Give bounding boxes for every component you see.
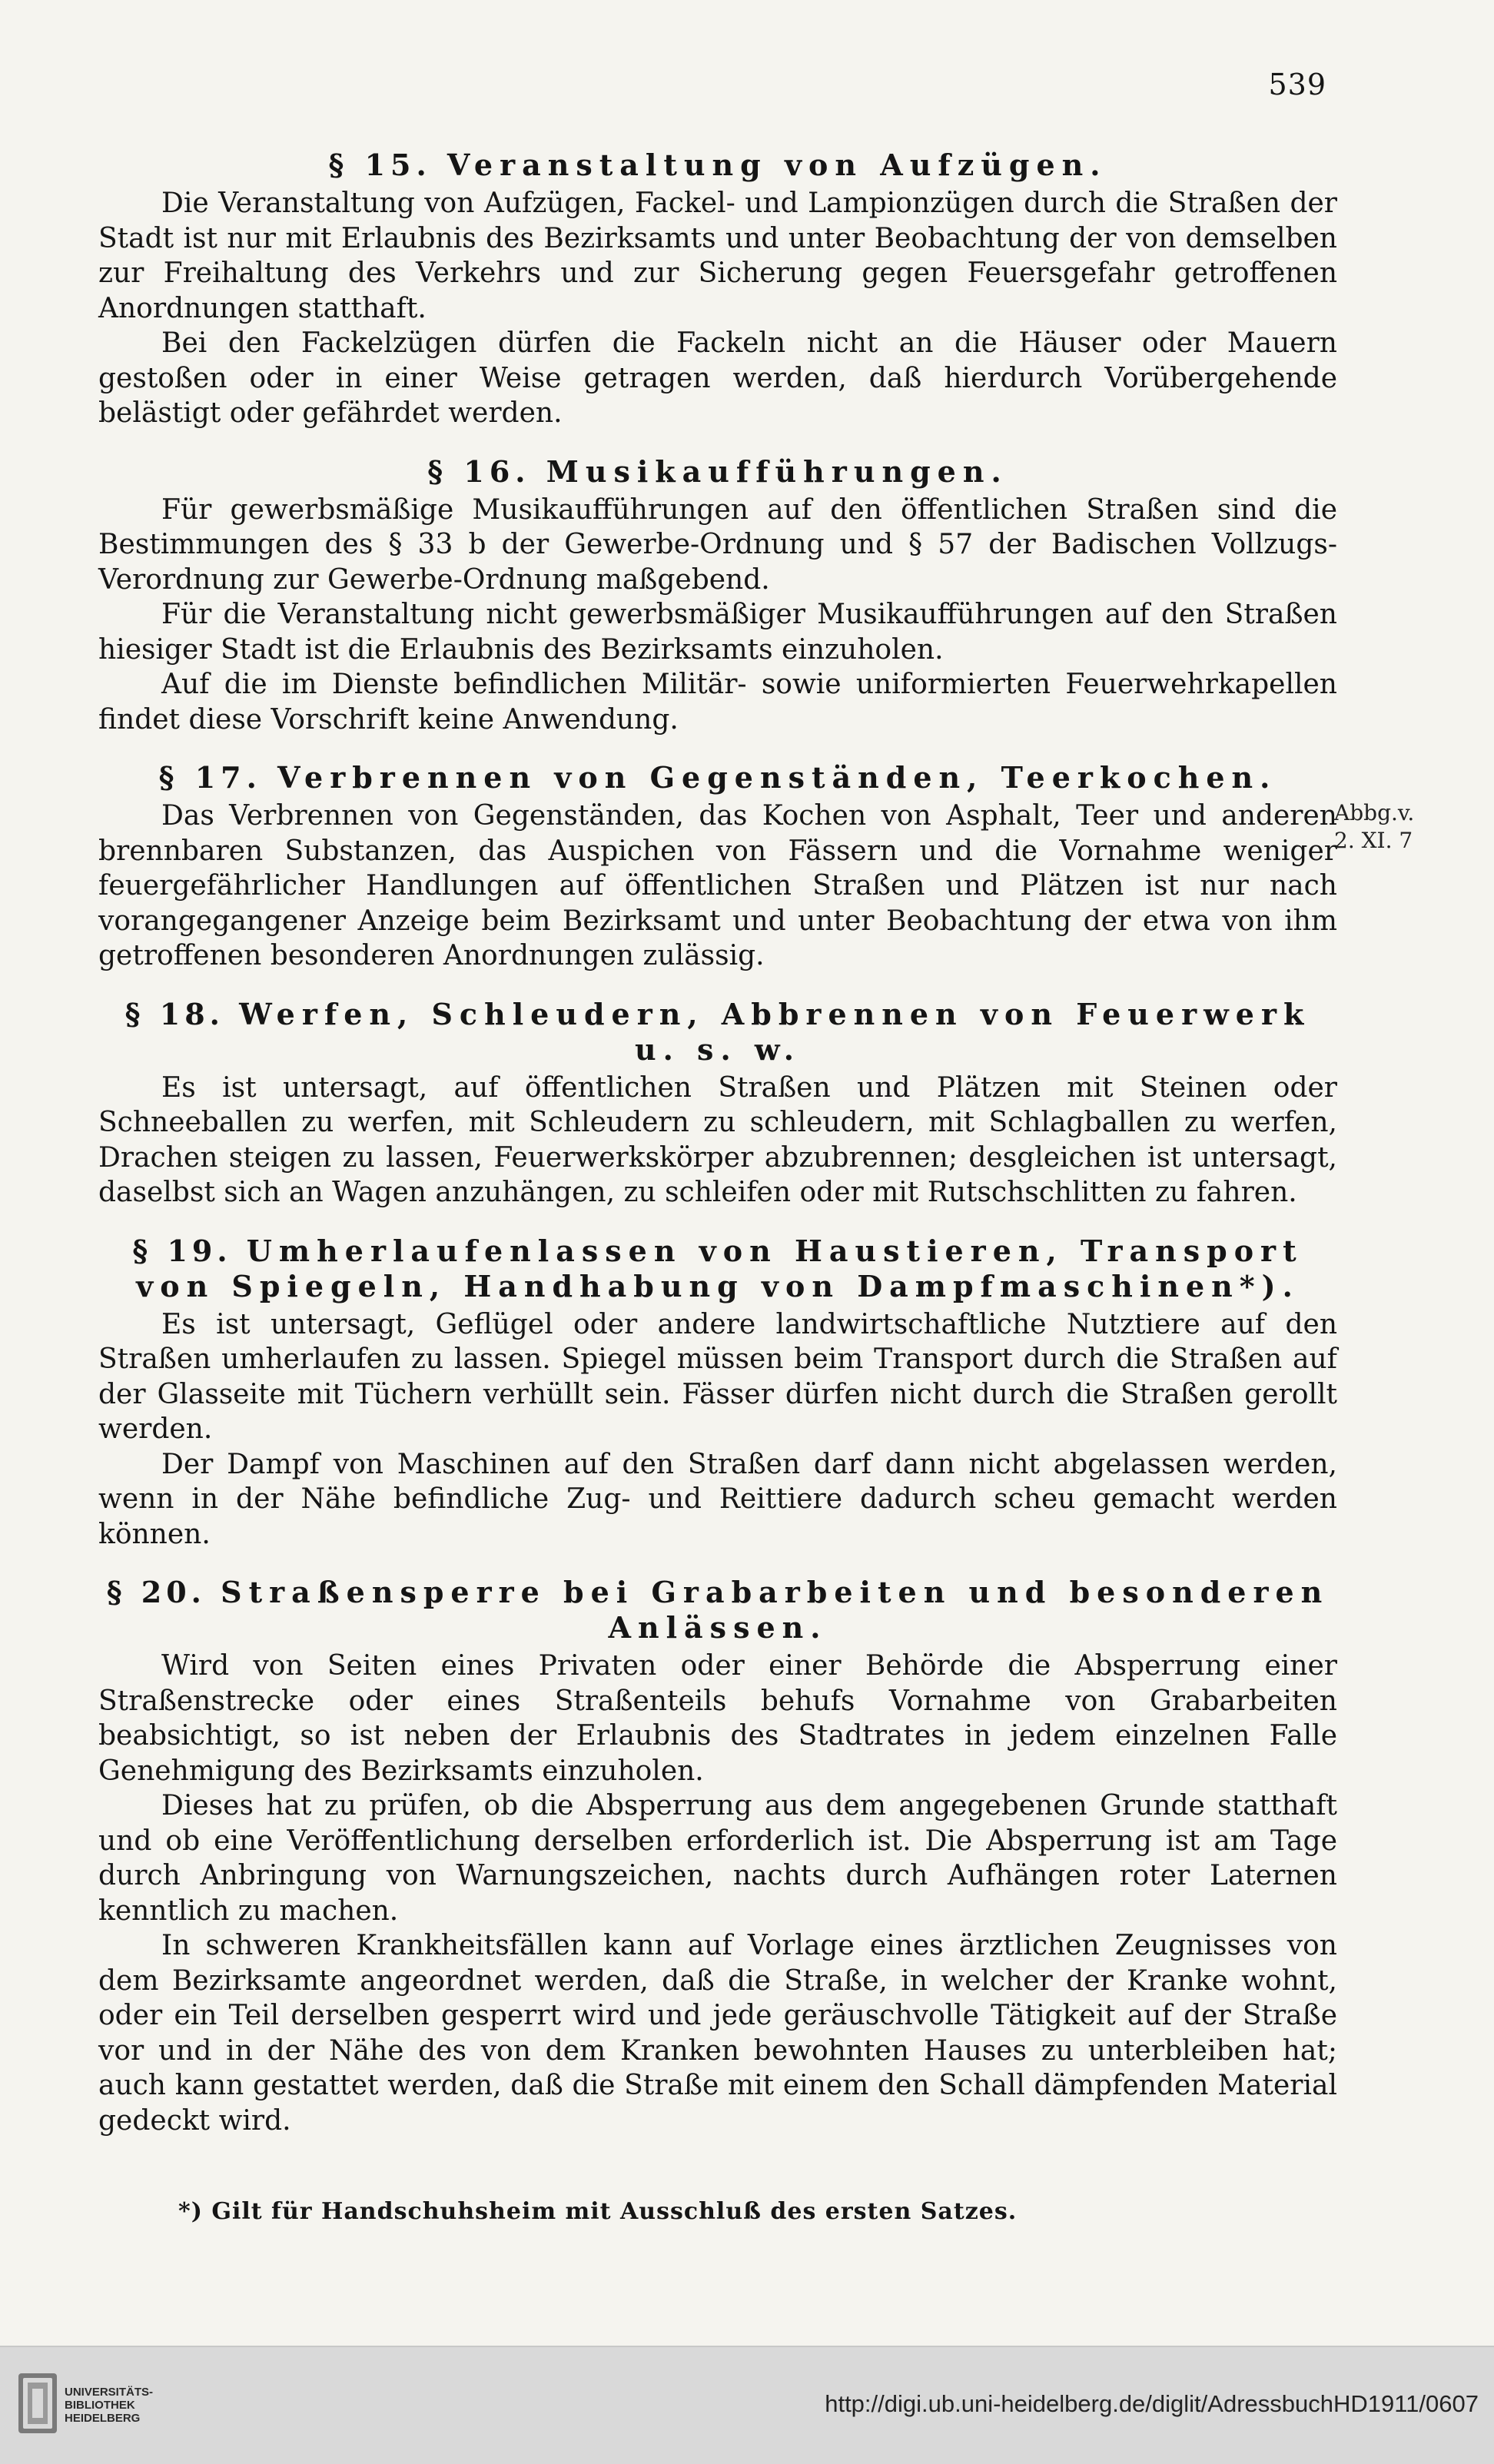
section-heading <box>98 1234 1337 1304</box>
source-url-link[interactable]: http://digi.ub.uni-heidelberg.de/diglit/AdressbuchHD1911/0607 <box>825 2390 1479 2417</box>
viewer-footer <box>0 2346 1494 2464</box>
section-18 <box>98 997 1337 1210</box>
section-heading <box>98 760 1337 795</box>
section-title: Werfen, Schleudern, Abbrennen von Feuerwerk u. s. w. <box>239 996 1311 1067</box>
paragraph: Dieses hat zu prüfen, ob die Absperrung aus dem angegebenen Grunde statthaft und ob eine Veröffentlichung derselben erforderlich ist. Die Absperrung ist am Tage durch Anbringung von Warnungszeichen, nachts durch Aufhängen roter Laternen kenntlich zu machen. <box>98 1790 1337 1927</box>
section-number: § 18. <box>124 996 224 1031</box>
section-15 <box>98 148 1337 431</box>
section-number: § 16. <box>427 453 531 489</box>
section-heading <box>98 997 1337 1068</box>
margin-note-line: 2. XI. 7 <box>1334 828 1413 853</box>
library-name-line: BIBLIOTHEK <box>65 2399 135 2412</box>
section-heading <box>98 148 1337 183</box>
paragraph: Es ist untersagt, Geflügel oder andere landwirtschaftliche Nutztiere auf den Straßen umherlaufen zu lassen. Spiegel müssen beim Transport durch die Straßen auf der Glasseite mit Tüchern verhüllt sein. Fässer dürfen nicht durch die Straßen gerollt werden. <box>98 1308 1337 1445</box>
paragraph: Bei den Fackelzügen dürfen die Fackeln nicht an die Häuser oder Mauern gestoßen oder in einer Weise getragen werden, daß hierdurch Vorübergehende belästigt oder gefährdet werden. <box>98 327 1337 429</box>
paragraph: Der Dampf von Maschinen auf den Straßen darf dann nicht abgelassen werden, wenn in der Nähe befindliche Zug- und Reittiere dadurch scheu gemacht werden können. <box>98 1448 1337 1550</box>
paragraph: Für gewerbsmäßige Musikaufführungen auf den öffentlichen Straßen sind die Bestimmungen des § 33 b der Gewerbe-Ordnung und § 57 der Badischen Vollzugs-Verordnung zur Gewerbe-Ordnung maßgebend. <box>98 493 1337 596</box>
library-name <box>65 2386 153 2425</box>
section-19 <box>98 1234 1337 1552</box>
section-title: Veranstaltung von Aufzügen. <box>447 148 1107 182</box>
margin-note <box>1334 799 1449 855</box>
paragraph: In schweren Krankheitsfällen kann auf Vorlage eines ärztlichen Zeugnisses von dem Bezirksamte angeordnet werden, daß die Straße, in welcher der Kranke wohnt, oder ein Teil derselben gesperrt wird und jede geräuschvolle Tätigkeit auf der Straße vor und in der Nähe des von dem Kranken bewohnten Hauses zu unterbleiben hat; auch kann gestattet werden, daß die Straße mit einem den Schall dämpfenden Material gedeckt wird. <box>98 1930 1337 2137</box>
section-title: Musikaufführungen. <box>546 453 1008 489</box>
library-seal-icon <box>17 2372 58 2435</box>
paragraph: Auf die im Dienste befindlichen Militär- sowie uniformierten Feuerwehrkapellen findet diese Vorschrift keine Anwendung. <box>98 669 1337 736</box>
paragraph: Das Verbrennen von Gegenständen, das Kochen von Asphalt, Teer und anderen brennbaren Substanzen, das Auspichen von Fässern und die Vornahme weniger feuergefährlicher Handlungen auf öffentlichen Straßen und Plätzen ist nur nach vorangegangener Anzeige beim Bezirksamt und unter Beobachtung der etwa von ihm getroffenen besonderen Anordnungen zulässig. <box>98 800 1337 971</box>
body-text <box>98 148 1337 2161</box>
library-name-line: HEIDELBERG <box>65 2412 141 2425</box>
footnote: *) Gilt für Handschuhsheim mit Ausschluß des ersten Satzes. <box>178 2198 1018 2225</box>
paragraph: Die Veranstaltung von Aufzügen, Fackel- und Lampionzügen durch die Straßen der Stadt ist nur mit Erlaubnis des Bezirksamts und unter Beobachtung der von demselben zur Freihaltung des Verkehrs und zur Sicherung gegen Feuersgefahr getroffenen Anordnungen statthaft. <box>98 188 1337 324</box>
section-title: Umherlaufenlassen von Haustieren, Transport von Spiegeln, Handhabung von Dampfmaschinen*). <box>136 1233 1303 1303</box>
paragraph: Wird von Seiten eines Privaten oder einer Behörde die Absperrung einer Straßenstrecke oder eines Straßenteils behufs Vornahme von Grabarbeiten beabsichtigt, so ist neben der Erlaubnis des Stadtrates in jedem einzelnen Falle Genehmigung des Bezirksamts einzuholen. <box>98 1650 1337 1787</box>
section-16 <box>98 454 1337 738</box>
section-number: § 17. <box>158 760 262 795</box>
margin-note-line: Abbg.v. <box>1334 800 1415 825</box>
section-number: § 15. <box>328 148 432 182</box>
section-title: Verbrennen von Gegenständen, Teerkochen. <box>277 760 1277 795</box>
page-number: 539 <box>1268 68 1326 101</box>
paragraph: Es ist untersagt, auf öffentlichen Straßen und Plätzen mit Steinen oder Schneeballen zu werfen, mit Schleudern zu schleudern, mit Schlagballen zu werfen, Drachen steigen zu lassen, Feuerwerkskörper abzubrennen; desgleichen ist untersagt, daselbst sich an Wagen anzuhängen, zu schleifen oder mit Rutschschlitten zu fahren. <box>98 1071 1337 1208</box>
section-heading <box>98 454 1337 490</box>
section-17 <box>98 760 1337 974</box>
section-20 <box>98 1575 1337 2138</box>
library-logo[interactable] <box>17 2363 186 2447</box>
section-title: Straßensperre bei Grabarbeiten und besonderen Anlässen. <box>221 1575 1330 1645</box>
section-heading <box>98 1575 1337 1645</box>
section-number: § 19. <box>132 1233 232 1268</box>
section-number: § 20. <box>106 1575 206 1609</box>
library-name-line: UNIVERSITÄTS- <box>65 2386 154 2399</box>
paragraph: Für die Veranstaltung nicht gewerbsmäßiger Musikaufführungen auf den Straßen hiesiger Stadt ist die Erlaubnis des Bezirksamts einzuholen. <box>98 599 1337 666</box>
